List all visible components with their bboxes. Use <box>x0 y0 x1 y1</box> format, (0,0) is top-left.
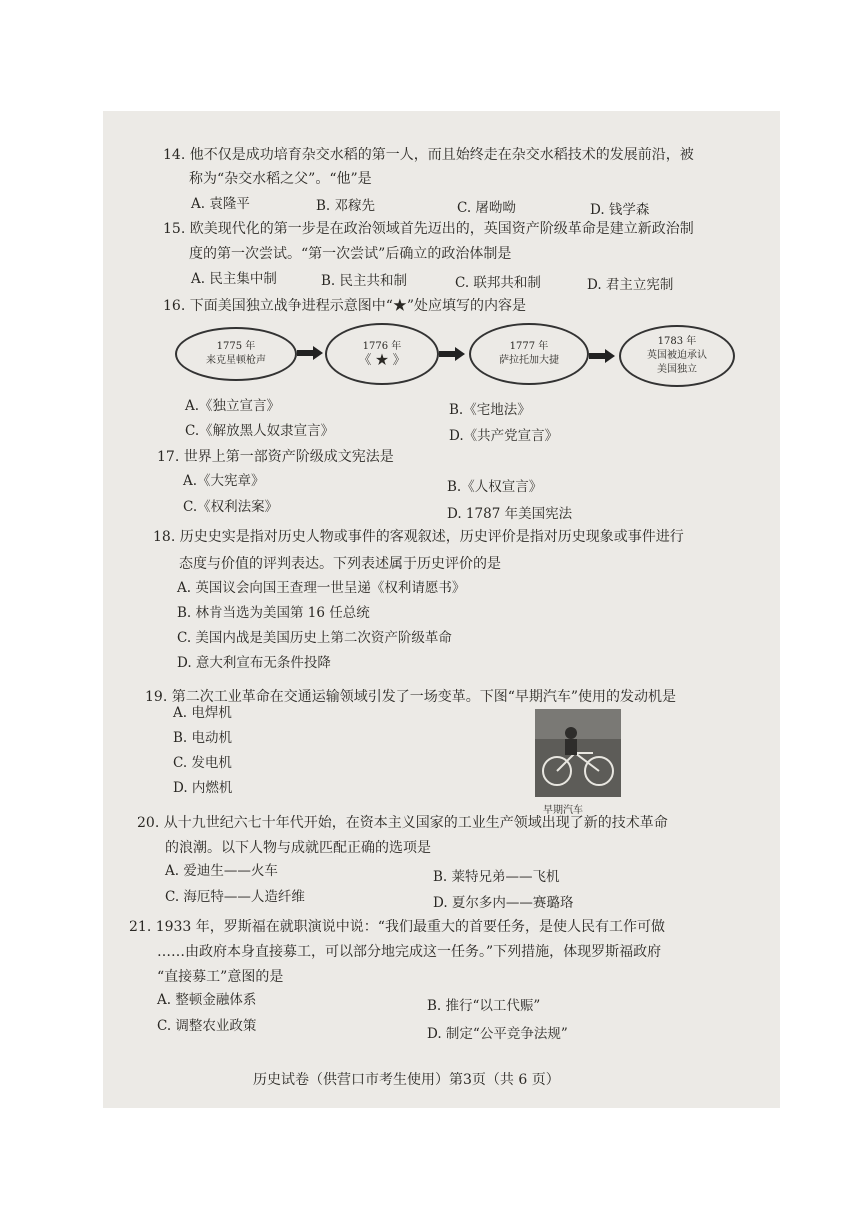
question-20-stem-cont: 的浪潮。以下人物与成就匹配正确的选项是 <box>165 840 431 856</box>
flow-node-1775-event: 来克星顿枪声 <box>206 355 266 366</box>
q14-option-b: B. 邓稼先 <box>316 198 376 214</box>
flow-node-1783-event-cont: 美国独立 <box>657 364 697 375</box>
q16-option-c: C.《解放黑人奴隶宣言》 <box>185 423 335 439</box>
q14-option-c: C. 屠呦呦 <box>457 200 516 216</box>
q18-option-b: B. 林肯当选为美国第 16 任总统 <box>177 605 370 621</box>
question-15-stem-cont: 度的第一次尝试。“第一次尝试”后确立的政治体制是 <box>189 246 512 262</box>
question-18-stem: 18. 历史史实是指对历史人物或事件的客观叙述，历史评价是指对历史现象或事件进行 <box>153 529 684 545</box>
q20-option-d: D. 夏尔多内——赛璐珞 <box>433 895 574 911</box>
q21-option-a: A. 整顿金融体系 <box>157 992 257 1008</box>
question-18-stem-cont: 态度与价值的评判表达。下列表述属于历史评价的是 <box>179 556 501 572</box>
flow-node-1775-year: 1775 年 <box>216 341 256 352</box>
q17-option-d: D. 1787 年美国宪法 <box>447 506 573 522</box>
q18-option-a: A. 英国议会向国王查理一世呈递《权利请愿书》 <box>177 580 466 596</box>
q17-option-c: C.《权利法案》 <box>183 499 279 515</box>
flow-node-1783-event: 英国被迫承认 <box>647 350 707 361</box>
q17-option-b: B.《人权宣言》 <box>447 479 543 495</box>
q15-option-d: D. 君主立宪制 <box>587 277 674 293</box>
flow-node-1783 <box>619 325 735 387</box>
q17-option-a: A.《大宪章》 <box>183 473 265 489</box>
q14-option-d: D. 钱学森 <box>590 202 650 218</box>
arrow-right-icon <box>439 347 465 361</box>
question-15-stem: 15. 欧美现代化的第一步是在政治领域首先迈出的，英国资产阶级革命是建立新政治制 <box>163 221 694 237</box>
early-car-icon <box>535 709 621 797</box>
q20-option-b: B. 莱特兄弟——飞机 <box>433 869 560 885</box>
q19-option-d: D. 内燃机 <box>173 780 233 796</box>
q16-option-d: D.《共产党宣言》 <box>449 428 559 444</box>
question-14-stem-cont: 称为“杂交水稻之父”。“他”是 <box>189 171 372 187</box>
flow-node-1775 <box>175 327 297 381</box>
flow-node-1777-year: 1777 年 <box>509 341 549 352</box>
q15-option-b: B. 民主共和制 <box>321 273 408 289</box>
question-21-stem-cont: ……由政府本身直接募工，可以部分地完成这一任务。”下列措施，体现罗斯福政府 <box>157 944 662 960</box>
q20-option-c: C. 海厄特——人造纤维 <box>165 889 305 905</box>
flow-node-1777 <box>469 323 589 385</box>
arrow-right-icon <box>589 349 615 363</box>
question-19-stem: 19. 第二次工业革命在交通运输领域引发了一场变革。下图“早期汽车”使用的发动机是 <box>145 689 677 705</box>
q16-option-a: A.《独立宣言》 <box>185 398 281 414</box>
q20-option-a: A. 爱迪生——火车 <box>165 863 278 879</box>
question-14-stem: 14. 他不仅是成功培育杂交水稻的第一人，而且始终走在杂交水稻技术的发展前沿，被 <box>163 147 694 163</box>
flow-node-1776-year: 1776 年 <box>362 341 402 352</box>
early-car-caption: 早期汽车 <box>543 805 583 816</box>
q14-option-a: A. 袁隆平 <box>191 196 250 212</box>
q16-option-b: B.《宅地法》 <box>449 402 531 418</box>
q19-option-a: A. 电焊机 <box>173 705 232 721</box>
flow-node-1777-event: 萨拉托加大捷 <box>499 355 559 366</box>
exam-page <box>103 111 780 1108</box>
q18-option-d: D. 意大利宣布无条件投降 <box>177 655 331 671</box>
question-17-stem: 17. 世界上第一部资产阶级成文宪法是 <box>157 449 394 465</box>
question-20-stem: 20. 从十九世纪六七十年代开始，在资本主义国家的工业生产领域出现了新的技术革命 <box>137 815 668 831</box>
q15-option-a: A. 民主集中制 <box>191 271 277 287</box>
q21-option-c: C. 调整农业政策 <box>157 1018 257 1034</box>
page-footer: 历史试卷（供营口市考生使用）第3页（共 6 页） <box>253 1072 560 1088</box>
flow-node-1776-blank: 《 ★ 》 <box>358 353 406 368</box>
independence-war-flow-diagram <box>175 321 735 387</box>
early-car-photo <box>535 709 621 797</box>
flow-node-1776 <box>325 323 439 385</box>
q19-option-c: C. 发电机 <box>173 755 232 771</box>
question-21-stem: 21. 1933 年，罗斯福在就职演说中说：“我们最重大的首要任务，是使人民有工作可做 <box>129 919 665 935</box>
q15-option-c: C. 联邦共和制 <box>455 275 541 291</box>
q21-option-d: D. 制定“公平竞争法规” <box>427 1026 568 1042</box>
q21-option-b: B. 推行“以工代赈” <box>427 998 541 1014</box>
q19-option-b: B. 电动机 <box>173 730 233 746</box>
flow-node-1783-year: 1783 年 <box>657 336 697 347</box>
question-21-stem-cont2: “直接募工”意图的是 <box>157 969 284 985</box>
q18-option-c: C. 美国内战是美国历史上第二次资产阶级革命 <box>177 630 452 646</box>
question-16-stem: 16. 下面美国独立战争进程示意图中“★”处应填写的内容是 <box>163 298 527 314</box>
arrow-right-icon <box>297 346 323 360</box>
